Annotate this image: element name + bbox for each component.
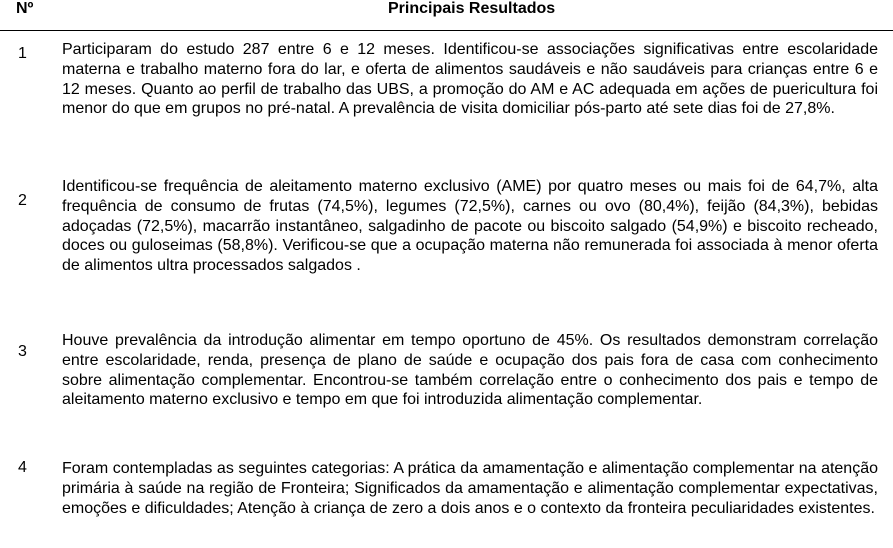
row-result-text: Participaram do estudo 287 entre 6 e 12 meses. Identificou-se associações significativas entre escolaridade materna e trabalho materno fora do lar, e oferta de alimentos saudáveis e não saudáveis para crianças entre 6 e 12 meses. Quanto ao perfil de trabalho das UBS, a promoção do AM e AC adequada em ações de puericultura foi menor do que em grupos no pré-natal. A prevalência de visita domiciliar pós-parto até sete dias foi de 27,8%. (62, 41, 878, 118)
row-result-text: Houve prevalência da introdução alimentar em tempo oportuno de 45%. Os resultados demonstram correlação entre escolaridade, renda, presença de plano de saúde e ocupação dos pais fora de casa com conhecimento sobre alimentação complementar. Encontrou-se também correlação entre o conhecimento dos pais e tempo de aleitamento materno exclusivo e tempo em que foi introduzida alimentação complementar. (62, 332, 878, 409)
row-number: 2 (18, 192, 27, 209)
number-column-header: Nº (16, 0, 34, 17)
row-number: 3 (18, 343, 27, 360)
header-divider (0, 30, 893, 31)
table-header (0, 0, 893, 26)
results-column-header: Principais Resultados (388, 0, 556, 17)
row-result-text: Identificou-se frequência de aleitamento materno exclusivo (AME) por quatro meses ou mais foi de 64,7%, alta frequência de consumo de frutas (74,5%), legumes (72,5%), carnes ou ovo (80,4%), feijão (84,3%), bebidas adoçadas (72,5%), macarrão instantâneo, salgadinho de pacote ou biscoito salgado (54,9%) e biscoito recheado, doces ou guloseimas (58,8%). Verificou-se que a ocupação materna não remunerada foi associada à menor oferta de alimentos ultra processados salgados . (62, 178, 878, 275)
row-number: 1 (18, 45, 27, 62)
row-number: 4 (18, 459, 27, 476)
row-result-text: Foram contempladas as seguintes categorias: A prática da amamentação e alimentação complementar na atenção primária à saúde na região de Fronteira; Significados da amamentação e alimentação complementar expectativas, emoções e dificuldades; Atenção à criança de zero a dois anos e o contexto da fronteira peculiaridades existentes. (62, 460, 878, 517)
